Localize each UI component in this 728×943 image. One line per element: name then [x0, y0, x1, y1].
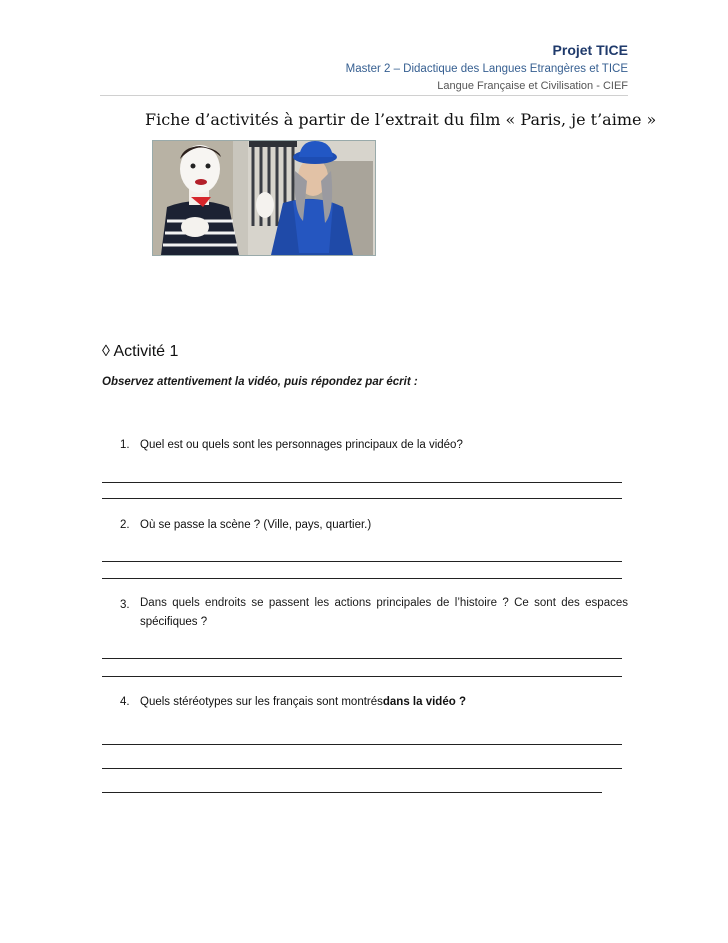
- header-project-title: Projet TICE: [552, 42, 628, 58]
- answer-line[interactable]: [102, 744, 622, 745]
- question-number: 2.: [120, 519, 130, 531]
- activity-heading: ◊ Activité 1: [102, 343, 179, 360]
- film-still-image: [152, 140, 376, 256]
- answer-line[interactable]: [102, 792, 602, 793]
- question-2: [120, 517, 371, 534]
- question-number: 4.: [120, 696, 130, 708]
- question-1: [120, 437, 463, 454]
- question-3-text-line1: Dans quels endroits se passent les actions principales de l’histoire ? Ce sont des espaces: [140, 597, 628, 609]
- header-master-line: Master 2 – Didactique des Langues Etrangères et TICE: [345, 63, 628, 75]
- answer-line[interactable]: [102, 561, 622, 562]
- answer-line[interactable]: [102, 658, 622, 659]
- question-text: Quel est ou quels sont les personnages principaux de la vidéo?: [140, 439, 463, 451]
- question-3-number: 3.: [120, 599, 130, 611]
- answer-line[interactable]: [102, 578, 622, 579]
- question-text: Quels stéréotypes sur les français sont montrés: [140, 696, 383, 708]
- answer-line[interactable]: [102, 768, 622, 769]
- question-text: Où se passe la scène ? (Ville, pays, quartier.): [140, 519, 372, 531]
- header-course-line: Langue Française et Civilisation - CIEF: [437, 80, 628, 92]
- question-3-text-line2: spécifiques ?: [140, 616, 208, 628]
- activity-instruction: Observez attentivement la vidéo, puis répondez par écrit :: [102, 376, 418, 388]
- question-text-bold: dans la vidéo ?: [382, 696, 466, 708]
- answer-line[interactable]: [102, 676, 622, 677]
- question-4: [120, 694, 466, 711]
- header-divider: [100, 95, 628, 96]
- answer-line[interactable]: [102, 498, 622, 499]
- answer-line[interactable]: [102, 482, 622, 483]
- document-title: Fiche d’activités à partir de l’extrait du film « Paris, je t’aime »: [145, 110, 657, 129]
- question-number: 1.: [120, 439, 130, 451]
